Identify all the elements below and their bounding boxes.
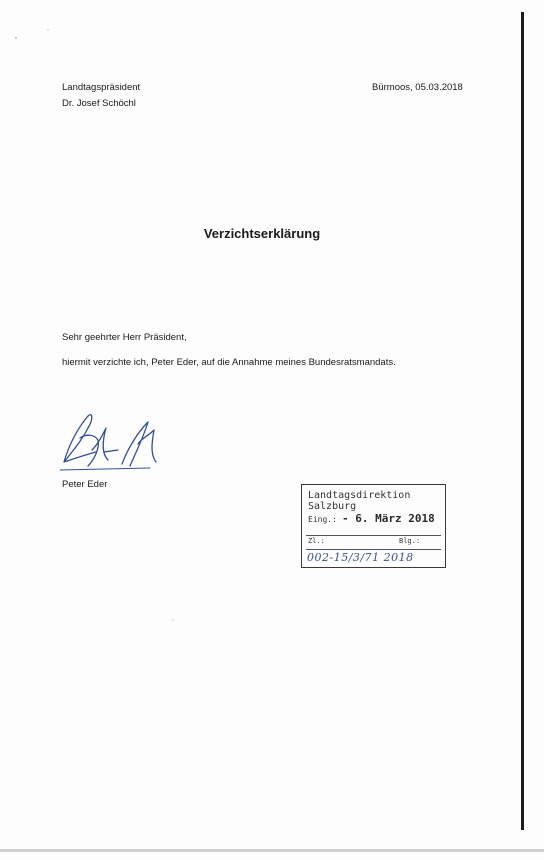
stamp-divider: [306, 549, 441, 550]
recipient-name: Dr. Josef Schöchl: [62, 98, 136, 109]
place-date: Bürmoos, 05.03.2018: [372, 82, 463, 93]
stamp-received-date: - 6. März 2018: [342, 512, 435, 525]
page-edge-bottom: [0, 849, 544, 852]
stamp-attachments-label: Blg.:: [399, 537, 421, 545]
stamp-office: Landtagsdirektion Salzburg: [308, 490, 411, 512]
stamp-reference-number: 002-15/3/71 2018: [307, 551, 414, 564]
stamp-divider: [306, 535, 441, 536]
receipt-stamp: [301, 484, 446, 568]
handwritten-signature: [58, 408, 168, 478]
stamp-received-label: Eing.:: [308, 515, 337, 524]
salutation: Sehr geehrter Herr Präsident,: [62, 332, 187, 343]
page-edge-right: [521, 12, 524, 830]
body-text: hiermit verzichte ich, Peter Eder, auf die Annahme meines Bundesratsmandats.: [62, 357, 396, 368]
document-title: Verzichtserklärung: [203, 226, 321, 241]
signatory-name: Peter Eder: [62, 479, 108, 490]
stamp-ref-label: Zl.:: [308, 537, 325, 545]
recipient-title: Landtagspräsident: [62, 82, 141, 93]
